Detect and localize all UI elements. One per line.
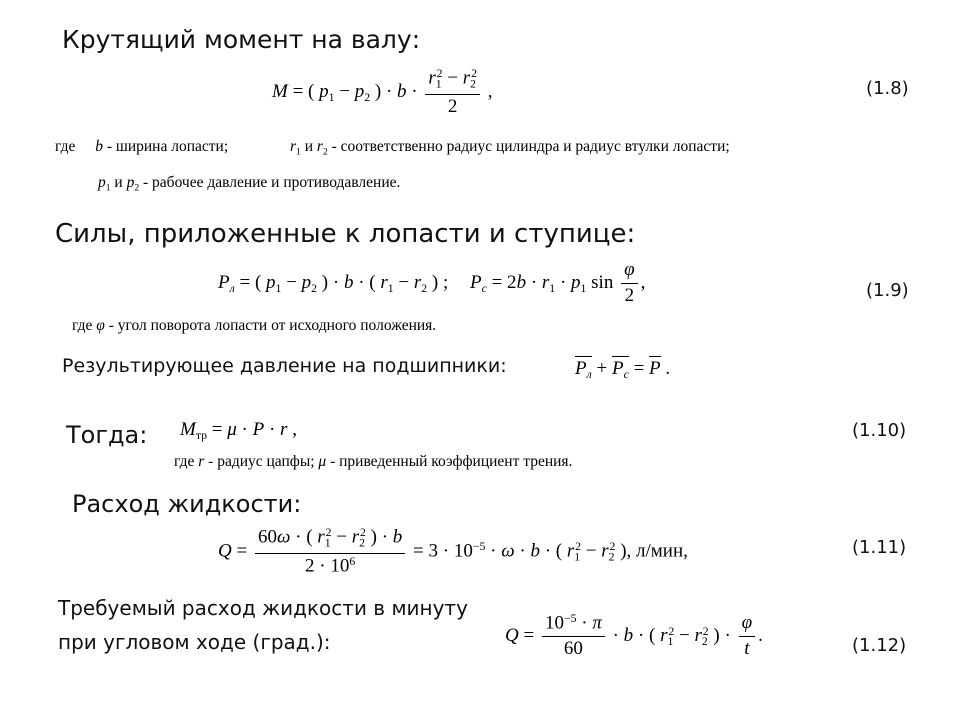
note-where-label: где [55,138,76,155]
note-where-b: где b - ширина лопасти; [55,138,229,155]
formula-required-flow: Q = $\frac{10^{-5} \cdot \pi}{60}$ · b · ( $r_1^2 - r_2^2$ ) · $\frac{\varphi}{t}$ . [505,612,763,660]
note-r-and: и [304,138,314,155]
formula-hub-force: $P_с = 2b \cdot r_1 \cdot p_1$ sin $\frac{\varphi}{2}$ , [470,259,646,306]
note-where-label: где [72,317,93,334]
note-mu-desc: - приведенный коэффициент трения. [330,453,573,470]
note-pressures: $p_1$ и $p_2$ - рабочее давление и противодавление. [98,174,401,194]
note-phi: где φ - угол поворота лопасти от исходного положения. [72,317,437,334]
heading-torque: Крутящий момент на валу: [62,25,421,54]
note-phi-desc: - угол поворота лопасти от исходного положения. [108,317,437,334]
note-radii: $r_1$ и $r_2$ - соответственно радиус цилиндра и радиус втулки лопасти; [290,138,730,158]
heading-forces: Силы, приложенные к лопасти и ступице: [55,219,636,249]
equation-number-1-8: (1.8) [866,78,909,99]
formula-torque: M = ( $p_1 - p_2$ ) · b · $\frac{r_1^2 - r_2^2}{2}$ , [272,67,493,117]
note-shaft: где r - радиус цапфы; μ - приведенный коэффициент трения. [174,453,573,470]
note-p-desc: - рабочее давление и противодавление. [143,174,401,191]
formula-flow: Q = $\frac{60\omega \cdot ( r_1^2 - r_2^2 ) \cdot b}{2 \cdot 10^6}$ = $3 \cdot 10^{-5} \cdot \omega \cdot b$ · ( $r_1^2 - r_2^2$ ), л/мин, [218,526,688,576]
heading-required-line2: при угловом ходе (град.): [58,630,331,654]
flow-unit: , л/мин, [626,540,688,562]
note-b-desc: - ширина лопасти; [106,138,229,155]
heading-flow: Расход жидкости: [72,490,302,518]
note-p-and: и [114,174,123,191]
equation-number-1-9: (1.9) [866,280,909,301]
equation-number-1-11: (1.11) [852,537,907,558]
heading-resultant: Результирующее давление на подшипники: [62,355,507,377]
note-where-label: где [174,453,195,470]
note-r-desc: - соответственно радиус цилиндра и радиус втулки лопасти; [331,138,730,155]
formula-blade-force: $P_л$ = ( $p_1 - p_2$ ) · b · ( $r_1 - r_2$ ) ; [218,272,449,296]
equation-number-1-12: (1.12) [852,635,907,656]
formula-resultant: $P_л + P_с = P$ . [575,358,671,382]
heading-then: Тогда: [66,421,148,449]
equation-number-1-10: (1.10) [852,420,907,441]
heading-required-line1: Требуемый расход жидкости в минуту [58,596,468,620]
formula-friction-moment: $M_{тр} = \mu \cdot P \cdot r$ , [180,419,297,443]
note-r-shaft-desc: - радиус цапфы; [208,453,315,470]
